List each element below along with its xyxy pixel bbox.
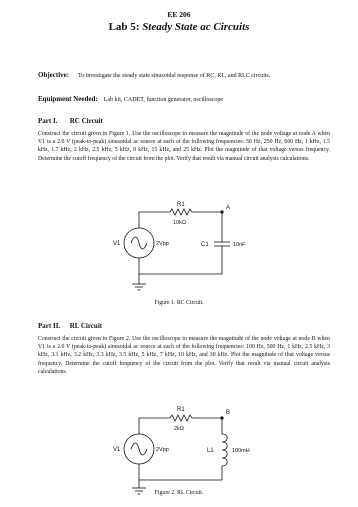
fig2-l-name: L1 xyxy=(207,448,214,454)
title-prefix: Lab 5: xyxy=(108,21,140,33)
fig1-c-value: 10nF xyxy=(233,242,246,248)
course-code: EE 206 xyxy=(167,10,191,19)
fig2-source-value: 2Vpp xyxy=(156,447,169,453)
equipment-text: Lab kit, CADET, function generator, oscilloscope xyxy=(103,97,223,103)
figure1-rc-circuit xyxy=(110,200,260,300)
equipment-label: Equipment Needed: xyxy=(38,95,98,103)
fig1-node-label: A xyxy=(226,205,231,211)
figure2-caption: Figure 2. RL Circuit. xyxy=(154,490,204,496)
fig2-r-name: R1 xyxy=(177,407,185,413)
part2-body: Construct the circuit given in Figure 2. Use the oscilloscope to measure the magnitude of the node voltage at node B when V1 is a 2.0 V (peak-to-peak) sinusoidal ac source at each of the following frequencies: 100 Hz, 500 Hz, 1 kHz, 2.5 kHz, 3 kHz, 3.1 kHz, 3.2 kHz, 3.3 kHz, 3.5 kHz, 5 kHz, 7 kHz, 10 kHz, and 30 kHz. Plot the magnitude of that voltage versus frequency. Determine the cutoff frequency of the circuit from the plot. Verify that result via manual circuit analysis calculations. xyxy=(38,336,330,375)
fig2-l-value: 100mH xyxy=(232,448,250,454)
inductor-l1 xyxy=(222,434,227,466)
part1-body: Construct the circuit given in Figure 1. Use the oscilloscope to measure the magnitude of the node voltage at node A when V1 is a 2.0 V (peak-to-peak) sinusoidal ac source at each of the following frequencies: 50 Hz, 250 Hz, 600 Hz, 1 kHz, 1.5 kHz, 1.7 kHz, 2 kHz, 2.5 kHz, 5 kHz, 8 kHz, 15 kHz, and 25 kHz. Plot the magnitude of that voltage versus frequency. Determine the cutoff frequency of the circuit from the plot. Verify that result via manual circuit analysis calculations. xyxy=(38,131,330,162)
equipment-line xyxy=(38,95,223,103)
part2-heading xyxy=(38,322,102,330)
objective-label: Objective: xyxy=(38,71,70,79)
fig2-r-value: 2kΩ xyxy=(174,426,184,432)
node-b-dot xyxy=(220,416,223,419)
node-a-dot xyxy=(220,210,223,213)
objective-text: To investigate the steady state sinusoidal response of RC, RL, and RLC circuits. xyxy=(78,73,271,79)
fig2-node-label: B xyxy=(226,410,231,416)
fig1-source-name: V1 xyxy=(113,241,121,247)
objective-line xyxy=(38,71,270,79)
resistor-r1 xyxy=(170,209,192,215)
part1-number: Part I. xyxy=(38,117,58,125)
fig1-r-value: 10kΩ xyxy=(173,220,186,226)
figure2-rl-circuit xyxy=(110,402,260,502)
fig1-c-name: C1 xyxy=(201,242,209,248)
part1-heading xyxy=(38,117,103,125)
title-subject: Steady State ac Circuits xyxy=(142,21,250,33)
resistor-r1 xyxy=(170,415,192,421)
figure1-caption: Figure 1. RC Circuit. xyxy=(154,300,204,306)
part2-title: RL Circuit xyxy=(69,322,103,330)
fig1-source-value: 2Vpp xyxy=(156,241,169,247)
fig2-source-name: V1 xyxy=(113,447,121,453)
part1-title: RC Circuit xyxy=(69,117,103,125)
fig1-r-name: R1 xyxy=(177,202,185,208)
page-title xyxy=(0,21,358,33)
part2-number: Part II. xyxy=(38,322,61,330)
